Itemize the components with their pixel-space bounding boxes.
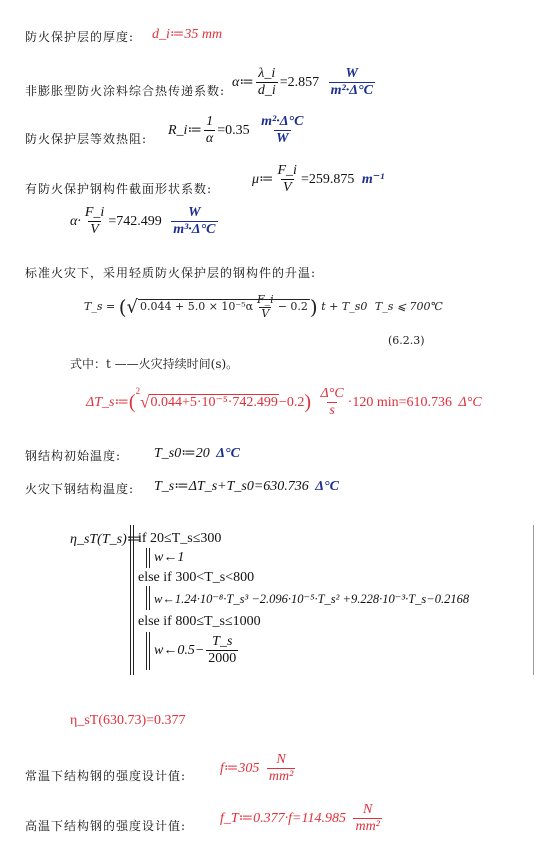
prog-bar-b3b	[149, 632, 150, 670]
label-initial-temp: 钢结构初始温度:	[25, 449, 122, 463]
expr-eta-result[interactable]: η_sT(630.73)=0.377	[70, 713, 186, 728]
text-where-t: 式中：t ——火灾持续时间(s)。	[70, 357, 239, 371]
expr-alpha-unit-den: m²·Δ°C	[330, 83, 373, 99]
expr-ri-lhs: R_i≔	[168, 122, 202, 138]
expr-f-unit-den: mm²	[268, 769, 294, 785]
formula-std-tail: − 0.2	[277, 300, 308, 314]
expr-fireproof-thickness[interactable]: d_i≔35 mm	[152, 27, 223, 42]
expr-ts0[interactable]	[154, 445, 240, 462]
formula-standard-6-2-3: T_s = (√ 0.044 + 5.0 × 10⁻⁵α $\frac{F\_i}{V}$ − 0.2 ) t + T_s0 T_s ⩽ 700℃	[84, 293, 443, 320]
expr-mu-val: =259.875	[300, 171, 355, 187]
expr-ft-unit-den: mm²	[355, 819, 380, 835]
formula-std-den: V	[261, 306, 270, 320]
label-section-factor: 有防火保护钢构件截面形状系数:	[25, 182, 213, 196]
expr-alpha-unit-num: W	[345, 66, 358, 81]
expr-f-val: f≔305	[220, 760, 260, 776]
expr-ri-unit-den: W	[276, 131, 289, 147]
expr-ri-val: =0.35	[217, 122, 250, 138]
expr-ri-den: α	[205, 131, 214, 147]
expr-delta-ts-rest: ·120 min=610.736	[347, 394, 453, 410]
expr-alpha-fv-unit-den: m³·Δ°C	[173, 222, 216, 238]
formula-std-lhs: T_s =	[84, 300, 116, 314]
label-fireproof-thickness: 防火保护层的厚度:	[25, 30, 135, 44]
expr-ts-unit: Δ°C	[315, 479, 339, 494]
prog-line-if1: if 20≤T_s≤300	[138, 531, 222, 546]
formula-eq-number: (6.2.3)	[388, 334, 425, 347]
prog-bar-b1b	[149, 548, 150, 568]
expr-ri-num: 1	[206, 114, 214, 129]
expr-alpha-fv-den: V	[90, 222, 99, 238]
expr-delta-ts-lhs: ΔT_s≔	[86, 394, 129, 410]
label-strength-high-temp: 高温下结构钢的强度设计值:	[25, 819, 187, 833]
expr-delta-ts-unit: Δ°C	[458, 394, 482, 410]
expr-f-unit-num: N	[276, 752, 286, 767]
expr-delta-ts[interactable]: ΔT_s≔($^2$√0.044+5·10⁻⁵·742.499−0.2) $\frac{\Delta^\circ C}{s}$ ·120 min=610.736 Δ°C	[86, 386, 482, 419]
label-heat-transfer-coef: 非膨胀型防火涂料综合热传递系数:	[25, 84, 226, 98]
expr-alpha-fv-lhs: α·	[70, 213, 81, 229]
expr-mu-lhs: μ≔	[252, 171, 274, 187]
prog-bar-b2a	[146, 586, 147, 610]
prog-line-elseif2: else if 800≤T_s≤1000	[138, 614, 261, 629]
prog-w3-lhs: w←0.5−	[154, 642, 205, 658]
expr-ft[interactable]	[220, 802, 384, 835]
expr-ri[interactable]	[168, 114, 307, 147]
prog-bar-outer-1	[130, 525, 131, 675]
prog-bar-right	[533, 525, 534, 675]
expr-ft-val: f_T≔0.377·f=114.985	[220, 810, 346, 826]
formula-std-inner: 0.044 + 5.0 × 10⁻⁵α	[140, 300, 254, 314]
expr-mu[interactable]	[252, 163, 384, 196]
formula-std-num: F_i	[257, 293, 274, 306]
expr-alpha[interactable]	[232, 66, 377, 99]
label-steel-temp-fire: 火灾下钢结构温度:	[25, 482, 135, 496]
expr-delta-ts-inner: 0.044+5·10⁻⁵·742.499	[150, 394, 278, 410]
expr-alpha-fv[interactable]	[70, 205, 220, 238]
expr-ri-unit-num: m²·Δ°C	[261, 114, 304, 129]
prog-line-elseif1: else if 300<T_s<800	[138, 570, 255, 585]
expr-alpha-fv-val: =742.499	[108, 213, 162, 229]
expr-alpha-num: λ_i	[258, 66, 276, 81]
expr-ts0-val: T_s0≔20	[154, 446, 210, 461]
prog-line-w1: w←1	[154, 550, 185, 565]
expr-alpha-den: d_i	[257, 83, 276, 99]
expr-ts[interactable]	[154, 478, 339, 495]
expr-alpha-fv-num: F_i	[84, 205, 105, 220]
expr-f[interactable]	[220, 752, 297, 785]
prog-bar-outer-2	[133, 525, 134, 675]
expr-ft-unit-num: N	[362, 802, 373, 817]
expr-delta-ts-tail: −0.2	[278, 394, 305, 410]
expr-delta-ts-unit-num: Δ°C	[320, 386, 344, 401]
prog-bar-b1a	[146, 548, 147, 568]
formula-std-cond: T_s ⩽ 700℃	[374, 300, 443, 314]
label-heating-light-fireproof: 标准火灾下，采用轻质防火保护层的钢构件的升温:	[25, 266, 317, 280]
expr-ts0-unit: Δ°C	[216, 446, 240, 461]
expr-ts-val: T_s≔ΔT_s+T_s0=630.736	[154, 479, 309, 494]
prog-head[interactable]: η_sT(T_s)≔	[70, 532, 142, 547]
expr-mu-den: V	[282, 180, 292, 196]
prog-bar-b3a	[146, 632, 147, 670]
label-equiv-thermal-res: 防火保护层等效热阻:	[25, 132, 148, 146]
expr-mu-unit: m⁻¹	[361, 171, 385, 187]
prog-w3-num: T_s	[212, 634, 233, 649]
expr-alpha-lhs: α≔	[232, 74, 254, 90]
expr-alpha-val: =2.857	[279, 74, 320, 90]
formula-std-rest: t + T_s0	[321, 300, 368, 314]
expr-mu-num: F_i	[277, 163, 297, 178]
prog-w3-den: 2000	[208, 651, 237, 667]
expr-alpha-fv-unit-num: W	[188, 205, 201, 220]
expr-delta-ts-unit-den: s	[329, 403, 335, 419]
prog-line-w2: w←1.24·10⁻⁸·T_s³ −2.096·10⁻⁵·T_s² +9.228·10⁻³·T_s−0.2168	[154, 592, 470, 606]
label-strength-normal: 常温下结构钢的强度设计值:	[25, 769, 187, 783]
prog-line-w3	[154, 634, 240, 667]
prog-bar-b2b	[149, 586, 150, 610]
